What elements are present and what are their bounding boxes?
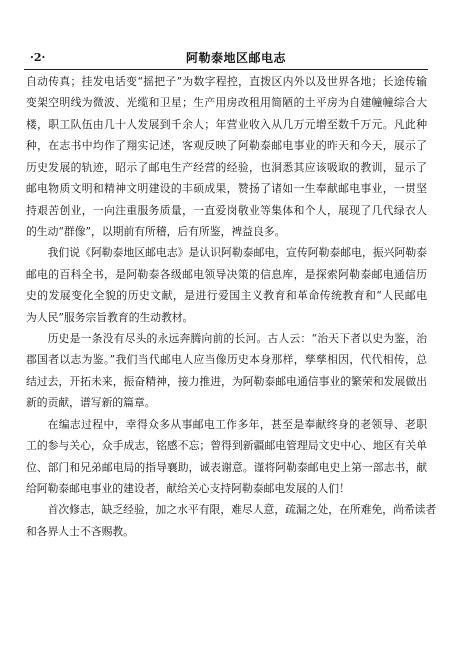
paragraph xyxy=(26,71,427,242)
page-number: ·2· xyxy=(30,51,46,64)
text-line: 邮电物质文明和精神文明建设的丰硕成果，赞扬了诸如一生奉献邮电事业，一贯坚 xyxy=(26,182,427,196)
text-line: 首次修志，缺乏经验，加之水平有限，难尽人意，疏漏之处，在所难免，尚希读者 xyxy=(47,503,437,517)
text-line: 楼，职工队伍由几十人发展到千余人；年营业收入从几万元增至数千万元。凡此种 xyxy=(26,117,427,131)
text-line: 我们说《阿勒泰地区邮电志》是认识阿勒泰邮电，宣传阿勒泰邮电，振兴阿勒泰 xyxy=(47,246,427,260)
text-line: 史的发展变化全貌的历史文献，是进行爱国主义教育和革命传统教育和“人民邮电 xyxy=(26,289,427,303)
text-line: 新的贡献，谱写新的篇章。 xyxy=(26,396,156,410)
body-text xyxy=(26,71,437,542)
text-line: 结过去，开拓未来，振奋精神，接力推进，为阿勒泰邮电通信事业的繁荣和发展做出 xyxy=(26,374,427,388)
paragraph xyxy=(26,499,437,542)
text-line: 种，在志书中均作了翔实记述，客观反映了阿勒泰邮电事业的昨天和今天，展示了 xyxy=(26,139,427,153)
paragraph xyxy=(26,328,427,414)
text-line: 郡国者以志为鉴。”我们当代邮电人应当像历史本身那样，孳孳相因，代代相传，总 xyxy=(26,353,427,367)
text-line: 给阿勒泰邮电事业的建设者，献给关心支持阿勒泰邮电发展的人们！ xyxy=(26,482,350,496)
header-rule xyxy=(24,69,428,70)
text-line: 邮电的百科全书，是阿勒泰各级邮电领导决策的信息库，是探索阿勒泰邮电通信历 xyxy=(26,267,427,281)
text-line: 和各界人士不吝赐教。 xyxy=(26,524,134,538)
paragraph xyxy=(26,242,427,328)
text-line: 为人民”服务宗旨教育的生动教材。 xyxy=(26,310,194,324)
text-line: 工的参与关心，众手成志，铭感不忘；曾得到新疆邮电管理局文史中心、地区有关单 xyxy=(26,439,427,453)
paragraph xyxy=(26,414,427,500)
text-line: 自动传真；挂发电话变“摇把子”为数字程控，直拨区内外以及世界各地；长途传输 xyxy=(26,75,427,88)
text-line: 持艰苦创业，一向注重服务质量，一直爱岗敬业等集体和个人，展现了几代绿衣人 xyxy=(26,203,427,217)
text-line: 的生动“群像”，以期前有所稽，后有所鉴，裨益良多。 xyxy=(26,224,286,238)
running-title: 阿勒泰地区邮电志 xyxy=(186,51,287,65)
text-line: 历史发展的轨迹，昭示了邮电生产经营的经验，也洞悉其应该吸取的教训，显示了 xyxy=(26,160,427,174)
text-line: 在编志过程中，幸得众多从事邮电工作多年，甚至是奉献终身的老领导、老职 xyxy=(47,417,427,431)
text-line: 变架空明线为微波、光缆和卫星；生产用房改租用简陋的土平房为自建幢幢综合大 xyxy=(26,96,427,110)
text-line: 历史是一条没有尽头的永远奔腾向前的长河。古人云：“治天下者以史为鉴，治 xyxy=(47,332,427,346)
text-line: 位、部门和兄弟邮电局的指导襄助，诚表谢意。谨将阿勒泰邮电史上第一部志书，献 xyxy=(26,460,427,474)
